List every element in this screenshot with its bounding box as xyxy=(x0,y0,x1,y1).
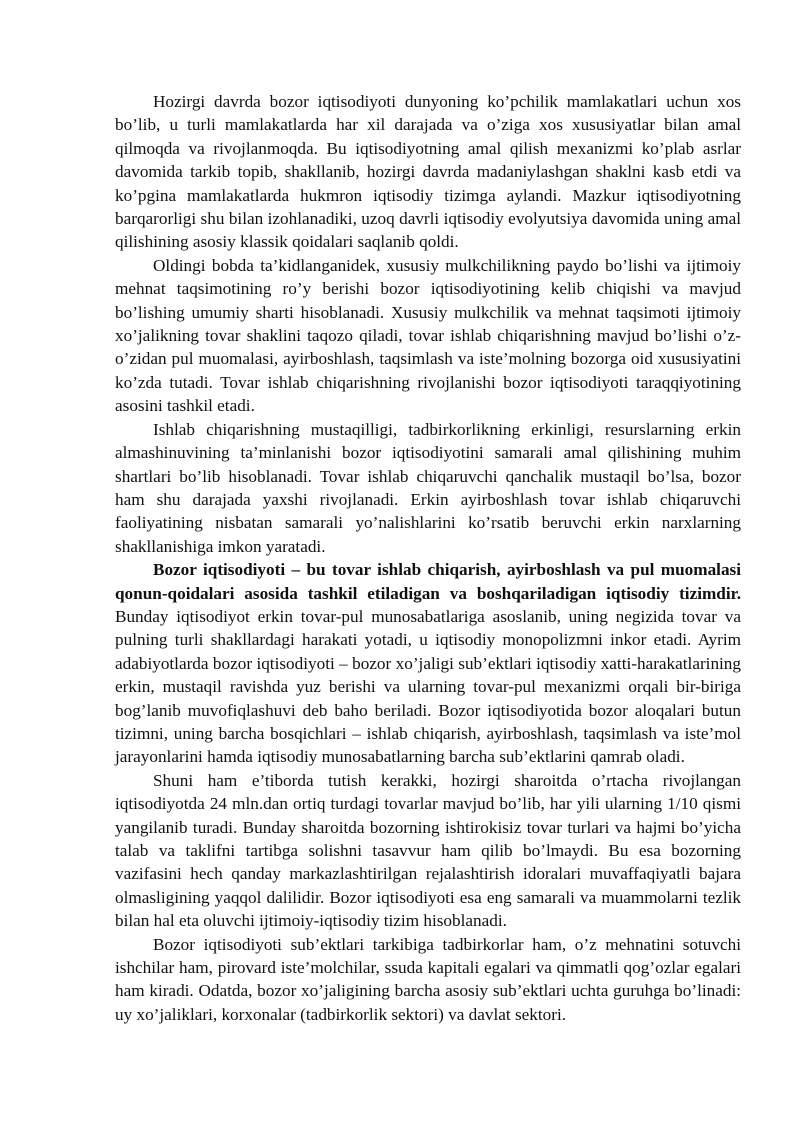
paragraph-3-text: Ishlab chiqarishning mustaqilligi, tadbirkorlikning erkinligi, resurslarning erkin almashinuvining ta’minlanishi bozor iqtisodiyotini samarali amal qilishining muhim shartlari bo’lib hisoblanadi. Tovar ishlab chiqaruvchi qanchalik mustaqil bo’lsa, bozor ham shu darajada yaxshi rivojlanadi. Erkin ayirboshlash tovar ishlab chiqaruvchi faoliyatining nisbatan samarali yo’nalishlarini ko’rsatib beruvchi erkin narxlarning shakllanishiga imkon yaratadi. xyxy=(115,419,741,556)
definition-bold-text: Bozor iqtisodiyoti – bu tovar ishlab chiqarish, ayirboshlash va pul muomalasi qonun-qoidalari asosida tashkil etiladigan va boshqariladigan iqtisodiy tizimdir. xyxy=(115,560,741,603)
paragraph-5-text: Shuni ham e’tiborda tutish kerakki, hozirgi sharoitda o’rtacha rivojlangan iqtisodiyotda 24 mln.dan ortiq turdagi tovarlar mavjud bo’lib, har yili ularning 1/10 qismi yangilanib turadi. Bunday sharoitda bozorning ishtirokisiz tovar turlari va hajmi bo’yicha talab va taklifni tartibga solishni tasavvur ham qilib bo’lmaydi. Bu esa bozorning vazifasini hech qanday markazlashtirilgan rejalashtirish idoralari muvaffaqiyatli bajara olmasligining yaqqol dalilidir. Bozor iqtisodiyoti esa eng samarali va muammolarni tezlik bilan hal eta oluvchi ijtimoiy-iqtisodiy tizim hisoblanadi. xyxy=(115,770,741,931)
paragraph-2 xyxy=(115,254,741,418)
paragraph-5 xyxy=(115,769,741,933)
document-page xyxy=(115,90,741,1026)
paragraph-6-text: Bozor iqtisodiyoti sub’ektlari tarkibiga tadbirkorlar ham, o’z mehnatini sotuvchi ishchilar ham, pirovard iste’molchilar, ssuda kapitali egalari va qimmatli qog’ozlar egalari ham kiradi. Odatda, bozor xo’jaligining barcha asosiy sub’ektlari uchta guruhga bo’linadi: uy xo’jaliklari, korxonalar (tadbirkorlik sektori) va davlat sektori. xyxy=(115,934,741,1024)
paragraph-2-text: Oldingi bobda ta’kidlanganidek, xususiy mulkchilikning paydo bo’lishi va ijtimoiy mehnat taqsimotining ro’y berishi bozor iqtisodiyotining kelib chiqishi va mavjud bo’lishing umumiy sharti hisoblanadi. Xususiy mulkchilik va mehnat taqsimoti ijtimoiy xo’jalikning tovar shaklini taqozo qiladi, tovar ishlab chiqarishning mavjud bo’lishi o’z-o’zidan pul muomalasi, ayirboshlash, taqsimlash va iste’molning bozorga oid xususiyatini ko’zda tutadi. Tovar ishlab chiqarishning rivojlanishi bozor iqtisodiyoti taraqqiyotining asosini tashkil etadi. xyxy=(115,255,741,416)
paragraph-1 xyxy=(115,90,741,254)
paragraph-4 xyxy=(115,558,741,769)
paragraph-3 xyxy=(115,418,741,558)
paragraph-6 xyxy=(115,933,741,1027)
paragraph-1-text: Hozirgi davrda bozor iqtisodiyoti dunyoning ko’pchilik mamlakatlari uchun xos bo’lib, u turli mamlakatlarda har xil darajada va o’ziga xos xususiyatlar bilan amal qilmoqda va rivojlanmoqda. Bu iqtisodiyotning amal qilish mexanizmi ko’plab asrlar davomida tarkib topib, shakllanib, hozirgi davrda madaniylashgan shaklni kasb etdi va ko’pgina mamlakatlarda hukmron iqtisodiy tizimga aylandi. Mazkur iqtisodiyotning barqarorligi shu bilan izohlanadiki, uzoq davrli iqtisodiy evolyutsiya davomida uning amal qilishining asosiy klassik qoidalari saqlanib qoldi. xyxy=(115,92,741,252)
paragraph-4-text: Bunday iqtisodiyot erkin tovar-pul munosabatlariga asoslanib, uning negizida tovar va pulning turli shakllardagi harakati yotadi, u iqtisodiy monopolizmni inkor etadi. Ayrim adabiyotlarda bozor iqtisodiyoti – bozor xo’jaligi sub’ektlari iqtisodiy xatti-harakatlarining erkin, mustaqil ravishda yuz berishi va ularning tovar-pul mexanizmi orqali bir-biriga bog’lanib muvofiqlashuvi deb baho beriladi. Bozor iqtisodiyotida bozor aloqalari butun tizimni, uning barcha bosqichlari – ishlab chiqarish, ayirboshlash, taqsimlash va iste’mol jarayonlarini hamda iqtisodiy munosabatlarning barcha sub’ektlarini qamrab oladi. xyxy=(115,606,741,767)
